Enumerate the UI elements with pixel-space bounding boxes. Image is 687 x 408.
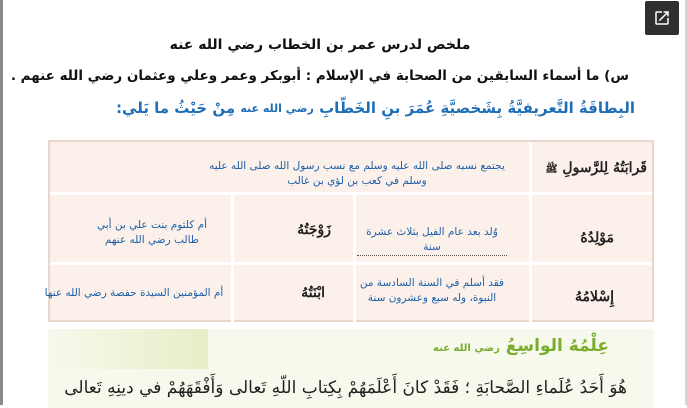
value-wife: أم كلثوم بنت علي بن أبي طالب رضي الله عنهم [96,219,208,246]
card-heading-tail: مِنْ حَيْثُ ما يَلي: [116,99,236,117]
label-islam: إِسْلامُهُ [575,289,614,305]
card-divider [50,262,652,265]
knowledge-heading [433,336,609,356]
label-birth: مَوْلِدُهُ [580,230,614,246]
salutation-glyph: رضي الله عنه [433,343,500,354]
label-kinship-text: قَرابَتُهُ لِلرَّسولِ [562,160,647,176]
card-heading-text: البِطاقَةُ التَّعريفيَّةُ بِشَخصيَّةِ عُمَرَ بنِ الخَطّابِ [319,99,635,117]
card-column-divider [231,194,234,324]
value-islam: فقد أسلم في السنة السادسة من النبوة، وله سبع وعشرون سنة [359,277,505,304]
label-kinship [545,160,647,177]
decorative-ribbon [48,329,208,369]
knowledge-text: هُوَ أَحَدُ عُلَماءِ الصَّحابَةِ ؛ فَقَدْ كانَ أَعْلَمَهُمْ بِكِتابِ اللّهِ تَعالى وَأَفْقَهَهُمْ في دينِهِ تَعالى [64,378,627,398]
label-wife: زَوْجَتُهُ [297,222,331,238]
card-column-divider [529,142,532,324]
salutation-glyph: ﷺ [545,164,558,175]
salutation-glyph: رضي الله عنه [240,102,314,115]
card-divider [50,192,652,195]
question-text: س) ما أسماء السابقين من الصحابة في الإسلام : أبوبكر وعمر وعلي وعثمان رضي الله عنهم . [10,68,629,84]
value-kinship: يجتمع نسبه صلى الله عليه وسلم مع نسب رسول الله صلى الله عليه وسلم في كعب بن لؤي بن غالب [209,160,505,187]
open-external-icon [653,9,671,27]
page-title: ملخص لدرس عمر بن الخطاب رضي الله عنه [169,37,471,53]
knowledge-heading-text: عِلْمُهُ الواسِعُ [505,336,609,356]
card-heading [116,99,635,117]
value-birth: وُلد بعد عام الفيل بثلاث عشرة سنة [357,225,507,256]
label-daughter: ابْنَتُهُ [301,285,325,301]
left-frame-edge [0,0,3,405]
card-column-divider [353,194,356,324]
value-daughter: أم المؤمنين السيدة حفصة رضي الله عنها [44,287,224,299]
open-external-button[interactable] [645,1,679,35]
